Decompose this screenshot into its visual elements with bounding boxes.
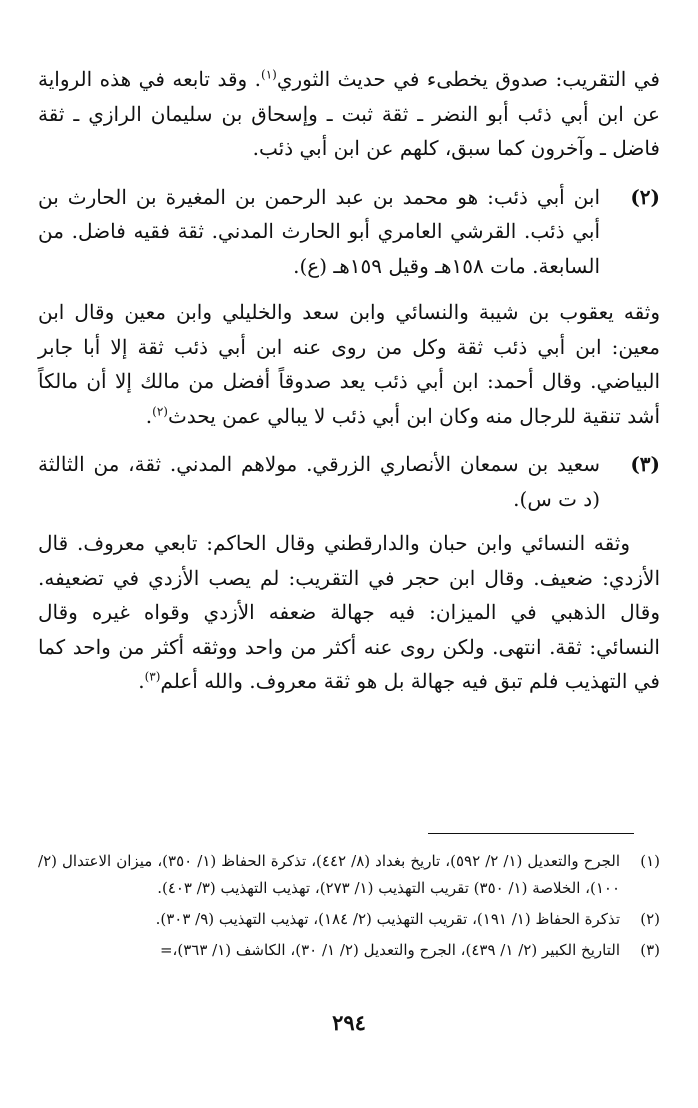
footnote-text: الجرح والتعديل (١/ ٢/ ٥٩٢)، تاريخ بغداد (٨/ ٤٤٢)، تذكرة الحفاظ (١/ ٣٥٠)، ميزان الاعتدال (٢/ ١٠٠)، الخلاصة (١/ ٣٥٠) تقريب التهذيب (١/ ٢٧٣)، تهذيب التهذيب (٣/ ٤٠٣). [38, 852, 621, 897]
text-span: . [145, 403, 153, 428]
paragraph-continuation [38, 62, 660, 166]
note-text: ابن أبي ذئب: هو محمد بن عبد الرحمن بن المغيرة بن الحارث بن أبي ذئب. القرشي العامري أبو الحارث المدني. ثقة فقيه فاضل. من السابعة. مات ١٥٨هـ وقيل ١٥٩هـ (ع). [38, 184, 600, 278]
footnote-number: (١) [640, 852, 660, 870]
note-number: (٢) [630, 184, 660, 209]
footnote-ref-3: (٣) [144, 669, 161, 684]
footnote-ref-2: (٢) [152, 403, 168, 418]
paragraph-note-2-details [38, 295, 660, 433]
footnote-separator [428, 833, 634, 834]
footnote-item [38, 906, 660, 933]
text-span: وثقه النسائي وابن حبان والدارقطني وقال الحاكم: تابعي معروف. قال الأزدي: ضعيف. وقال ابن حجر في التقريب: لم يصب الأزدي في تضعيفه. وقال الذهبي في الميزان: فيه جهالة ضعفه الأزدي وقواه غيره وقال النسائي: ثقة. انتهى. ولكن روى عنه أكثر من واحد ووثقه أكثر من واحد كما في التهذيب فلم تبق فيه جهالة بل هو ثقة معروف. والله أعلم [38, 531, 660, 693]
footnote-item [38, 937, 660, 964]
footnote-number: (٣) [640, 941, 660, 959]
paragraph-note-3-details [38, 526, 660, 699]
footnote-ref-1: (١) [261, 67, 277, 82]
main-text [38, 62, 660, 699]
text-span: . [138, 669, 145, 693]
footnote-text: التاريخ الكبير (٢/ ١/ ٤٣٩)، الجرح والتعديل (٢/ ١/ ٣٠)، الكاشف (١/ ٣٦٣)،= [159, 941, 620, 959]
footnote-item [38, 848, 660, 902]
text-span: . وقد تابعه في هذه الرواية عن ابن أبي ذئب أبو النضر ـ ثقة ثبت ـ وإسحاق بن سليمان الرازي ـ ثقة فاضل ـ وآخرون كما سبق، كلهم عن ابن أبي ذئب. [38, 67, 660, 160]
note-text: سعيد بن سمعان الأنصاري الزرقي. مولاهم المدني. ثقة، من الثالثة (د ت س). [38, 452, 600, 511]
text-span: وثقه يعقوب بن شيبة والنسائي وابن سعد والخليلي وابن معين وقال ابن معين: ابن أبي ذئب ثقة وكل من روى عنه ابن أبي ذئب ثقة إلا أبا جابر البياضي. وقال أحمد: ابن أبي ذئب يعد صدوقاً أفضل من مالك إلا أن مالكاً أشد تنقية للرجال منه وكان ابن أبي ذئب لا يبالي عمن يحدث [38, 300, 660, 428]
note-2 [38, 180, 660, 284]
note-number: (٣) [630, 452, 660, 476]
footnote-number: (٢) [640, 910, 660, 928]
page-number: ٢٩٤ [332, 1010, 366, 1035]
note-3 [38, 447, 660, 516]
footnote-text: تذكرة الحفاظ (١/ ١٩١)، تقريب التهذيب (٢/ ١٨٤)، تهذيب التهذيب (٩/ ٣٠٣). [155, 910, 620, 928]
footnotes [38, 848, 660, 968]
text-span: في التقريب: صدوق يخطىء في حديث الثوري [276, 67, 660, 91]
